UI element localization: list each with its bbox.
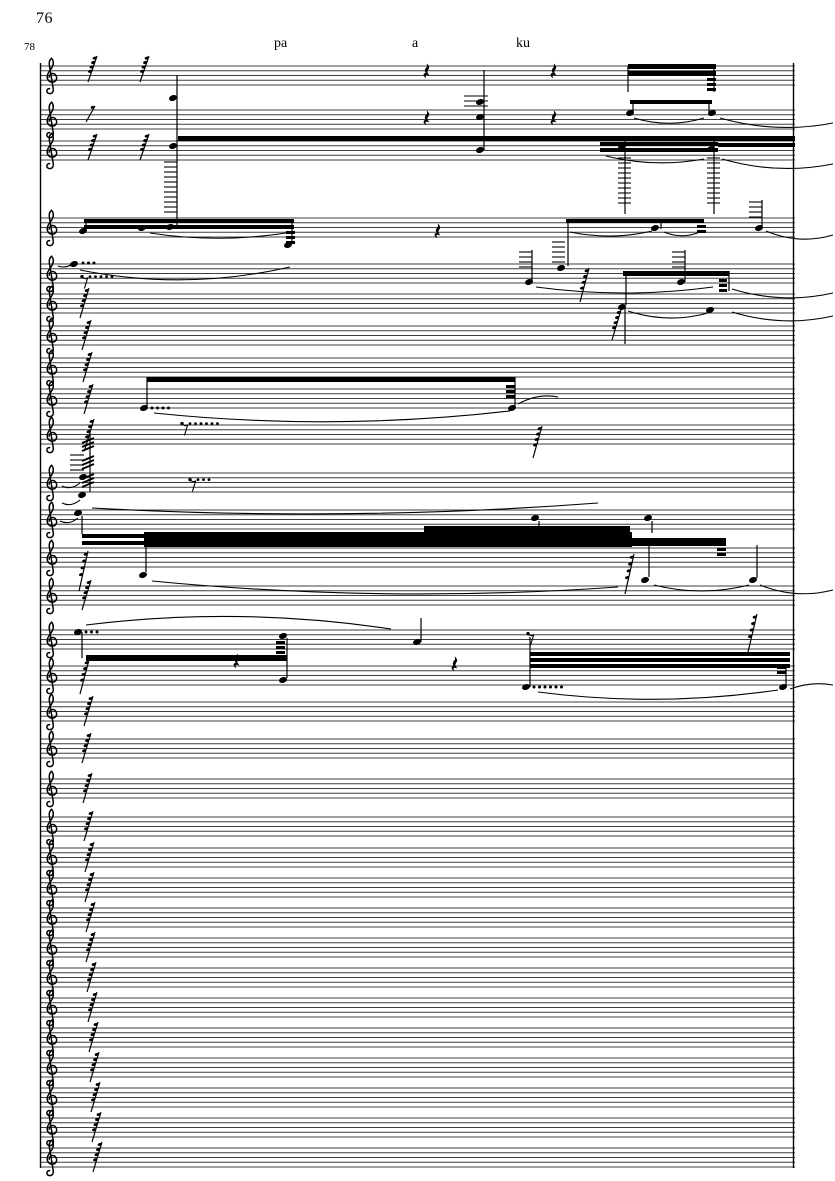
beam — [276, 651, 285, 654]
multi-slash-rest — [748, 614, 757, 652]
beam — [719, 279, 727, 282]
augmentation-dot — [162, 407, 165, 410]
beam — [86, 655, 287, 661]
page-number: 76 — [36, 10, 53, 27]
beam — [717, 548, 726, 551]
beam — [530, 652, 790, 656]
beam — [82, 534, 144, 538]
eighth-rest — [188, 478, 210, 492]
slurs-layer — [58, 118, 833, 699]
beam — [82, 541, 144, 545]
measure-number: 78 — [24, 41, 35, 53]
slur-tie — [538, 690, 778, 699]
augmentation-dot — [560, 686, 563, 689]
quarter-rest — [551, 111, 556, 125]
augmentation-dot — [549, 686, 552, 689]
slur-tie — [628, 311, 708, 318]
staff-lines-layer — [40, 66, 795, 1167]
augmentation-dot — [538, 686, 541, 689]
notehead — [138, 571, 148, 579]
augmentation-dot — [93, 262, 96, 265]
notehead — [475, 98, 485, 106]
beam — [718, 136, 795, 141]
beam — [178, 136, 718, 141]
notehead — [640, 576, 650, 584]
slash-figures-layer — [79, 56, 757, 1172]
slur-tie — [154, 411, 510, 422]
slur-tie — [606, 156, 704, 163]
beam — [506, 390, 515, 393]
beam — [276, 646, 285, 649]
augmentation-dot — [85, 631, 88, 634]
beam — [84, 219, 294, 223]
slur-tie — [732, 289, 833, 298]
multi-slash-rest — [88, 56, 97, 82]
slur-tie — [634, 118, 704, 123]
notehead — [278, 676, 288, 684]
beam — [144, 532, 480, 547]
multi-slash-rest — [80, 660, 89, 694]
beam — [628, 71, 716, 76]
beam — [719, 284, 727, 287]
beam — [84, 225, 294, 229]
beam — [566, 219, 704, 223]
augmentation-dot — [555, 686, 558, 689]
eighth-rest — [180, 422, 219, 436]
quarter-rest — [452, 657, 457, 671]
notehead — [69, 260, 79, 268]
beam — [276, 641, 285, 644]
augmentation-dot — [90, 631, 93, 634]
beam — [630, 100, 712, 104]
notehead — [521, 683, 531, 691]
eighth-rest — [80, 275, 113, 289]
notehead — [278, 632, 288, 640]
beam — [424, 526, 630, 532]
beam — [147, 377, 515, 382]
multi-slash-rest — [140, 134, 149, 160]
beam — [718, 143, 795, 147]
beam — [600, 148, 718, 152]
beam — [506, 395, 515, 398]
slur-tie — [536, 287, 713, 293]
beam — [530, 658, 790, 662]
augmentation-dot — [96, 631, 99, 634]
lyric-syllable: pa — [274, 36, 288, 51]
multi-slash-rest — [625, 554, 634, 594]
beam — [600, 142, 718, 146]
beam — [286, 236, 295, 239]
beam — [777, 666, 786, 669]
beam — [777, 671, 786, 674]
multi-slash-rest — [88, 134, 97, 160]
augmentation-dot — [151, 407, 154, 410]
slur-tie — [60, 518, 78, 523]
slur-tie — [86, 616, 391, 629]
lyric-syllable: a — [412, 36, 419, 51]
lyric-syllable: ku — [516, 36, 530, 51]
augmentation-dot — [533, 686, 536, 689]
quarter-rest — [435, 224, 440, 238]
slur-tie — [790, 684, 833, 689]
augmentation-dot — [544, 686, 547, 689]
augmentation-dot — [167, 407, 170, 410]
slur-tie — [62, 500, 80, 505]
multi-slash-rest — [140, 56, 149, 82]
slur-tie — [92, 503, 598, 514]
beam — [719, 289, 727, 292]
beam — [632, 538, 726, 546]
beam — [530, 664, 790, 668]
notehead — [168, 94, 178, 102]
notehead — [78, 473, 88, 481]
augmentation-dot — [87, 262, 90, 265]
notehead — [165, 223, 175, 231]
beam — [623, 271, 729, 276]
notehead — [475, 146, 485, 154]
beam — [707, 83, 716, 86]
beam — [717, 553, 726, 556]
beam — [697, 225, 706, 228]
beam — [707, 88, 716, 91]
clefs-layer — [47, 58, 57, 1175]
augmentation-dot — [82, 262, 85, 265]
notehead — [556, 264, 566, 272]
notehead — [676, 278, 686, 286]
beam — [707, 78, 716, 81]
quarter-rest — [424, 111, 429, 125]
augmentation-dot — [156, 407, 159, 410]
slur-tie — [152, 581, 618, 594]
beam — [628, 64, 716, 69]
beam — [480, 532, 632, 547]
beam — [286, 231, 295, 234]
beam — [506, 385, 515, 388]
notehead — [168, 142, 178, 150]
notehead — [748, 576, 758, 584]
multi-slash-rest — [533, 426, 542, 458]
